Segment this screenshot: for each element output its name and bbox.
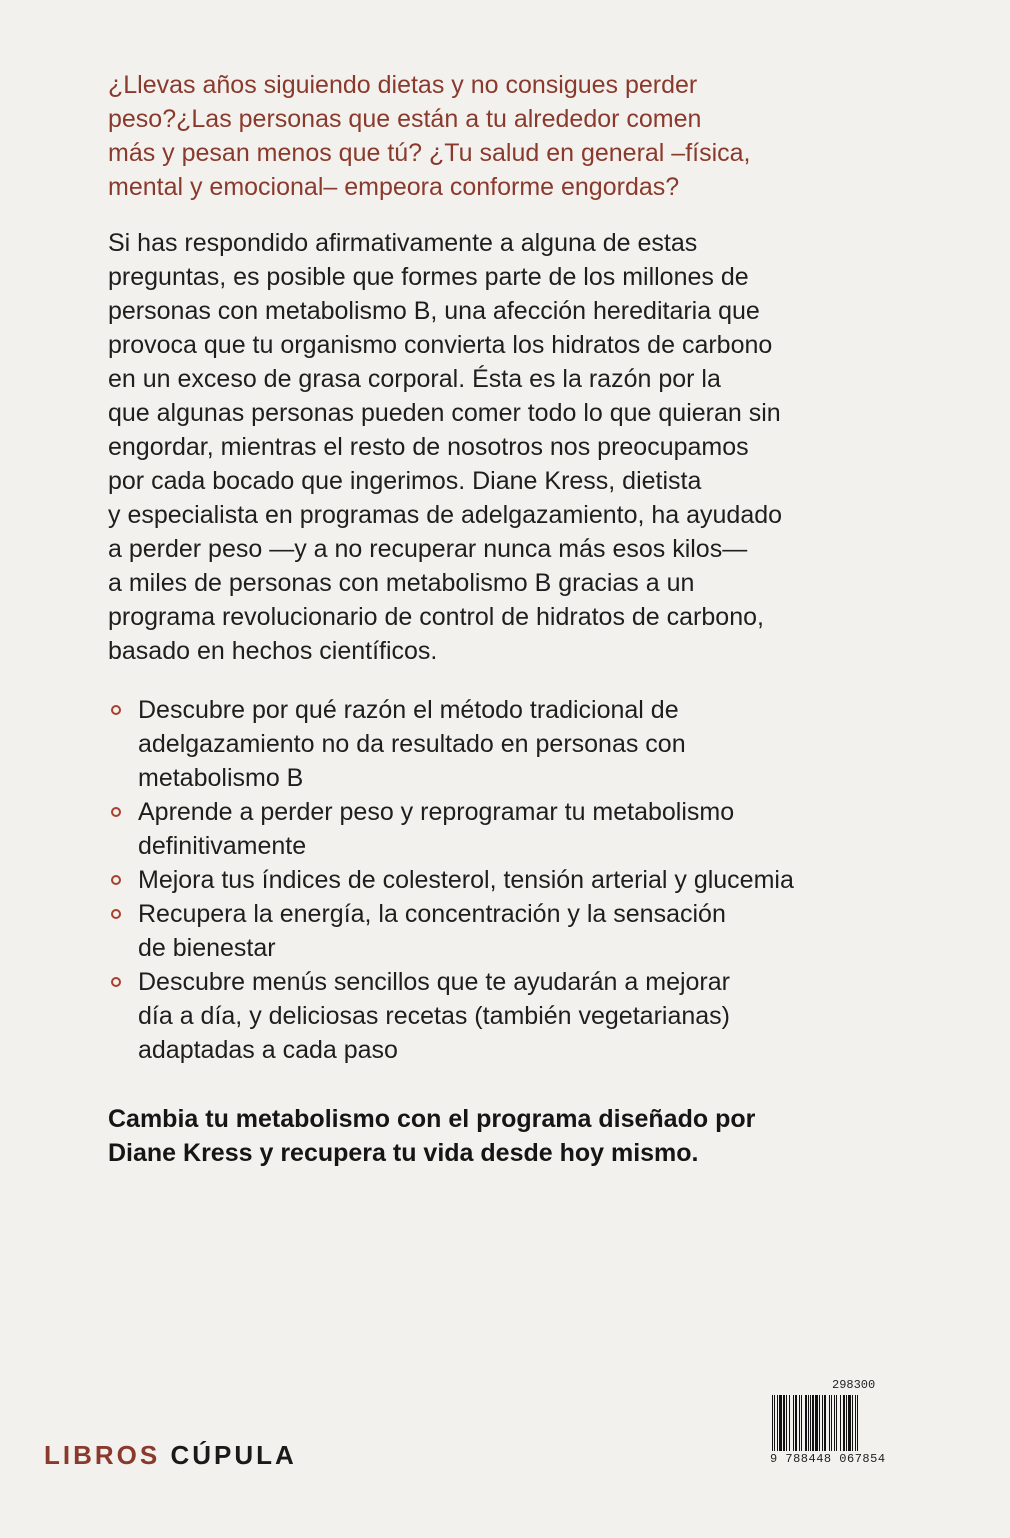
list-item-line: de bienestar: [138, 934, 276, 962]
bullet-circle-icon: [111, 807, 121, 817]
barcode-bar: [846, 1395, 847, 1451]
barcode-bar: [834, 1395, 835, 1451]
bullet-circle-icon: [111, 875, 121, 885]
barcode-bar: [840, 1395, 841, 1451]
description-line: y especialista en programas de adelgazamiento, ha ayudado: [108, 501, 783, 529]
description-line: a miles de personas con metabolismo B gracias a un: [108, 569, 695, 597]
barcode-bar: [824, 1395, 826, 1451]
list-item-line: Mejora tus índices de colesterol, tensión arterial y glucemia: [138, 866, 794, 894]
barcode-bar: [812, 1395, 814, 1451]
benefits-list: [108, 693, 908, 1067]
publisher-logo: [44, 1440, 297, 1471]
list-item: [108, 965, 908, 1067]
barcode-bar: [786, 1395, 787, 1451]
barcode-bar: [774, 1395, 775, 1451]
description-line: que algunas personas pueden comer todo lo que quieran sin: [108, 399, 781, 427]
list-item: [108, 693, 908, 795]
barcode-bar: [808, 1395, 809, 1451]
barcode-bar: [793, 1395, 794, 1451]
closing-line: Cambia tu metabolismo con el programa diseñado por: [108, 1105, 756, 1133]
list-item: [108, 897, 908, 965]
barcode-bar: [777, 1395, 778, 1451]
publisher-word-libros: LIBROS: [44, 1440, 161, 1470]
description-line: preguntas, es posible que formes parte de los millones de: [108, 263, 749, 291]
barcode-bar: [810, 1395, 811, 1451]
barcode-bar: [857, 1395, 858, 1451]
description-line: provoca que tu organismo convierta los hidratos de carbono: [108, 331, 773, 359]
barcode: [770, 1378, 896, 1466]
barcode-bar: [836, 1395, 837, 1451]
intro-line: más y pesan menos que tú? ¿Tu salud en general –física,: [108, 139, 751, 167]
list-item-line: Descubre por qué razón el método tradicional de: [138, 696, 679, 724]
barcode-bar: [801, 1395, 802, 1451]
intro-line: peso?¿Las personas que están a tu alrededor comen: [108, 105, 702, 133]
description-line: por cada bocado que ingerimos. Diane Kress, dietista: [108, 467, 702, 495]
description-line: en un exceso de grasa corporal. Ésta es la razón por la: [108, 365, 721, 393]
barcode-bar: [855, 1395, 856, 1451]
closing-statement: [108, 1102, 908, 1170]
description-paragraph: [108, 226, 898, 668]
list-item-line: Aprende a perder peso y reprogramar tu metabolismo: [138, 798, 735, 826]
intro-line: ¿Llevas años siguiendo dietas y no consigues perder: [108, 71, 698, 99]
description-line: engordar, mientras el resto de nosotros nos preocupamos: [108, 433, 749, 461]
list-item-line: metabolismo B: [138, 764, 304, 792]
barcode-bar: [843, 1395, 845, 1451]
list-item-line: adelgazamiento no da resultado en personas con: [138, 730, 686, 758]
list-item: [108, 863, 908, 897]
barcode-bar: [822, 1395, 823, 1451]
bullet-circle-icon: [111, 705, 121, 715]
description-line: programa revolucionario de control de hidratos de carbono,: [108, 603, 764, 631]
list-item-line: definitivamente: [138, 832, 307, 860]
intro-line: mental y emocional– empeora conforme engordas?: [108, 173, 680, 201]
barcode-bars-icon: [770, 1395, 892, 1451]
list-item-line: adaptadas a cada paso: [138, 1036, 398, 1064]
description-line: personas con metabolismo B, una afección hereditaria que: [108, 297, 760, 325]
publisher-word-cupula: CÚPULA: [170, 1440, 297, 1470]
barcode-bar: [795, 1395, 797, 1451]
barcode-bar: [789, 1395, 790, 1451]
barcode-bar: [783, 1395, 785, 1451]
list-item: [108, 795, 908, 863]
barcode-bar: [815, 1395, 818, 1451]
barcode-bar: [819, 1395, 820, 1451]
barcode-bar: [805, 1395, 807, 1451]
intro-questions: [108, 68, 868, 204]
list-item-line: día a día, y deliciosas recetas (también vegetarianas): [138, 1002, 730, 1030]
description-line: a perder peso —y a no recuperar nunca más esos kilos—: [108, 535, 748, 563]
closing-line: Diane Kress y recupera tu vida desde hoy mismo.: [108, 1139, 699, 1167]
barcode-bar: [772, 1395, 773, 1451]
list-item-line: Descubre menús sencillos que te ayudarán a mejorar: [138, 968, 730, 996]
bullet-circle-icon: [111, 977, 121, 987]
barcode-digits: 9 788448 067854: [770, 1452, 886, 1466]
barcode-bar: [848, 1395, 851, 1451]
barcode-bar: [829, 1395, 830, 1451]
barcode-bar: [831, 1395, 832, 1451]
barcode-bar: [852, 1395, 853, 1451]
barcode-ref-number: 298300: [832, 1378, 876, 1392]
description-line: basado en hechos científicos.: [108, 637, 438, 665]
description-line: Si has respondido afirmativamente a alguna de estas: [108, 229, 698, 257]
barcode-bar: [799, 1395, 800, 1451]
list-item-line: Recupera la energía, la concentración y la sensación: [138, 900, 726, 928]
bullet-circle-icon: [111, 909, 121, 919]
barcode-bar: [779, 1395, 782, 1451]
